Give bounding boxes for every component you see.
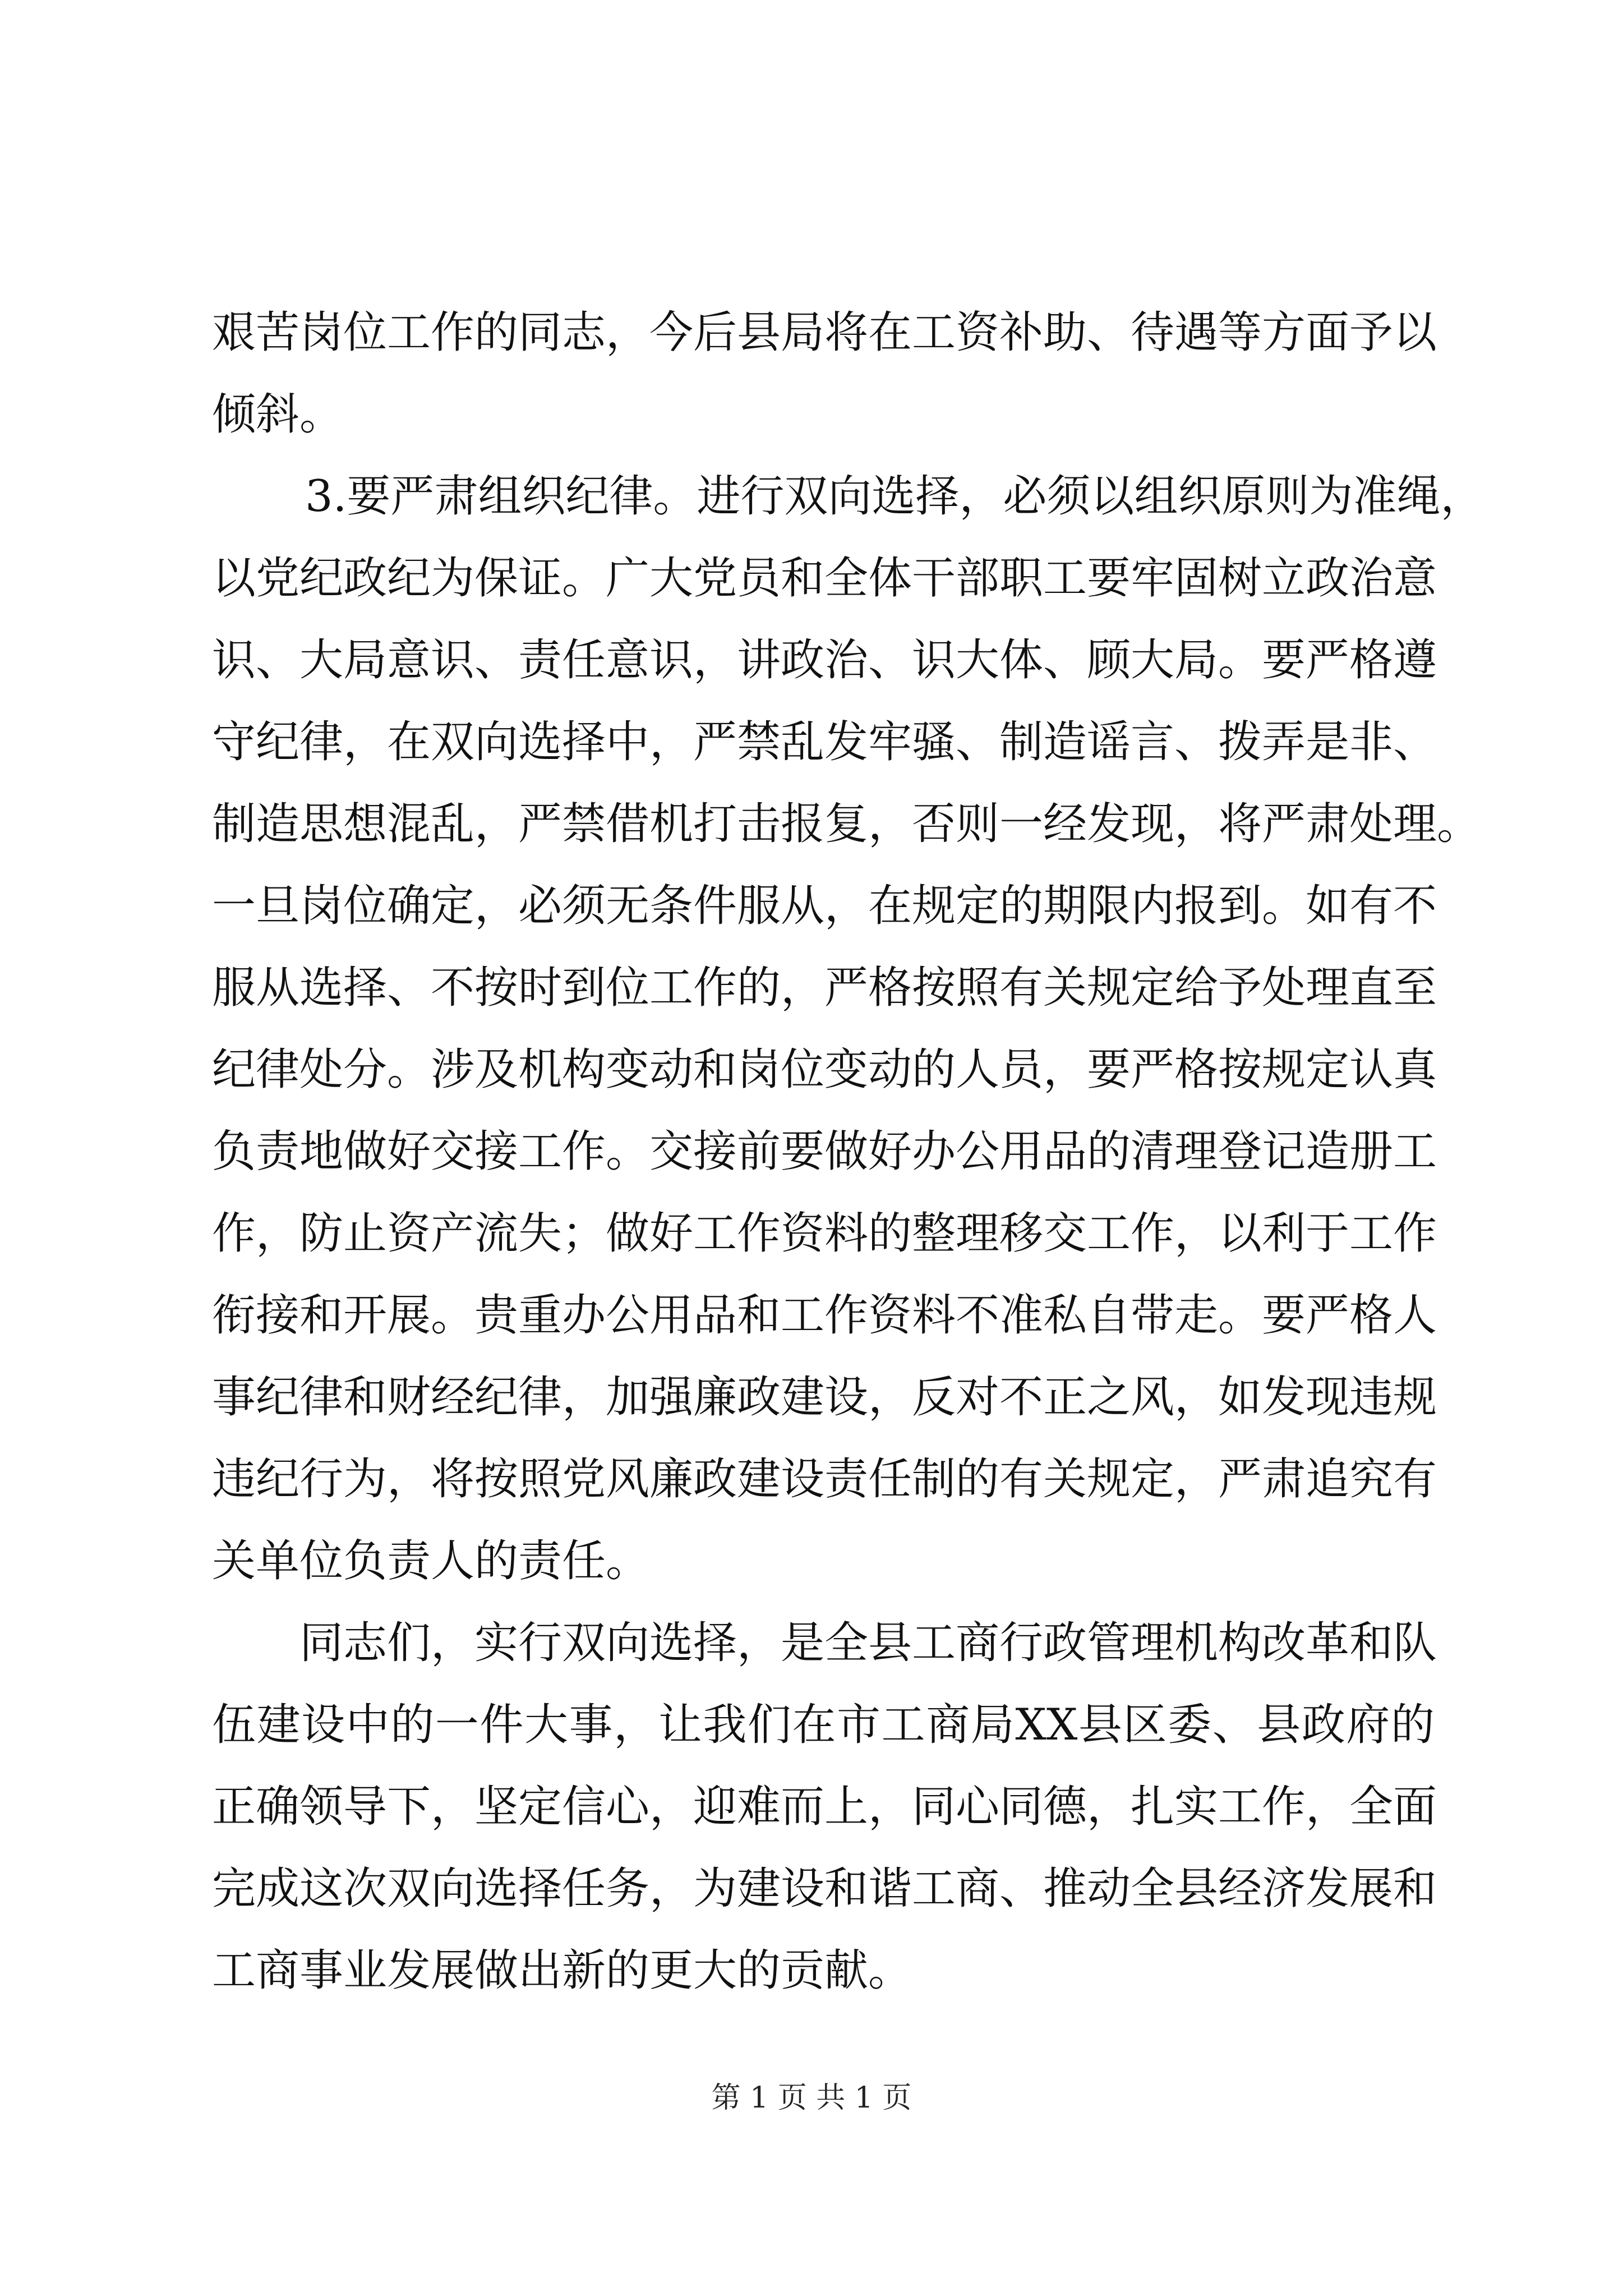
text-line: 守纪律，在双向选择中，严禁乱发牢骚、制造谣言、拨弄是非、 [212,717,1437,767]
text-line: 纪律处分。涉及机构变动和岗位变动的人员，要严格按规定认真 [212,1045,1437,1095]
page-footer [0,2078,1623,2118]
text-line: 一旦岗位确定，必须无条件服从，在规定的期限内报到。如有不 [212,881,1437,931]
text-line: 违纪行为，将按照党风廉政建设责任制的有关规定，严肃追究有 [212,1454,1437,1504]
document-body [212,292,1484,2012]
text-line: 完成这次双向选择任务，为建设和谐工商、推动全县经济发展和 [212,1864,1437,1914]
page-number-label: 第 1 页 共 1 页 [711,2081,912,2115]
text-line: 正确领导下，坚定信心，迎难而上，同心同德，扎实工作，全面 [212,1782,1437,1832]
text-line: 以党纪政纪为保证。广大党员和全体干部职工要牢固树立政治意 [212,553,1437,604]
text-line: 倾斜。 [212,389,344,440]
text-line: 3.要严肃组织纪律。进行双向选择，必须以组织原则为准绳， [305,471,1484,522]
text-line: 事纪律和财经纪律，加强廉政建设，反对不正之风，如发现违规 [212,1372,1437,1423]
text-line: 衔接和开展。贵重办公用品和工作资料不准私自带走。要严格人 [212,1290,1437,1341]
text-line: 服从选择、不按时到位工作的，严格按照有关规定给予处理直至 [212,963,1437,1013]
text-line: 负责地做好交接工作。交接前要做好办公用品的清理登记造册工 [212,1126,1437,1177]
text-line: 伍建设中的一件大事，让我们在市工商局XX县区委、县政府的 [212,1700,1435,1750]
text-line: 作，防止资产流失；做好工作资料的整理移交工作，以利于工作 [212,1208,1437,1259]
text-line: 艰苦岗位工作的同志，今后县局将在工资补助、待遇等方面予以 [212,307,1437,358]
text-line: 关单位负责人的责任。 [212,1536,650,1586]
text-line: 制造思想混乱，严禁借机打击报复，否则一经发现，将严肃处理。 [212,799,1481,849]
text-line: 工商事业发展做出新的更大的贡献。 [212,1945,912,1996]
text-line: 识、大局意识、责任意识，讲政治、识大体、顾大局。要严格遵 [212,635,1437,685]
text-line: 同志们，实行双向选择，是全县工商行政管理机构改革和队 [299,1618,1437,1668]
